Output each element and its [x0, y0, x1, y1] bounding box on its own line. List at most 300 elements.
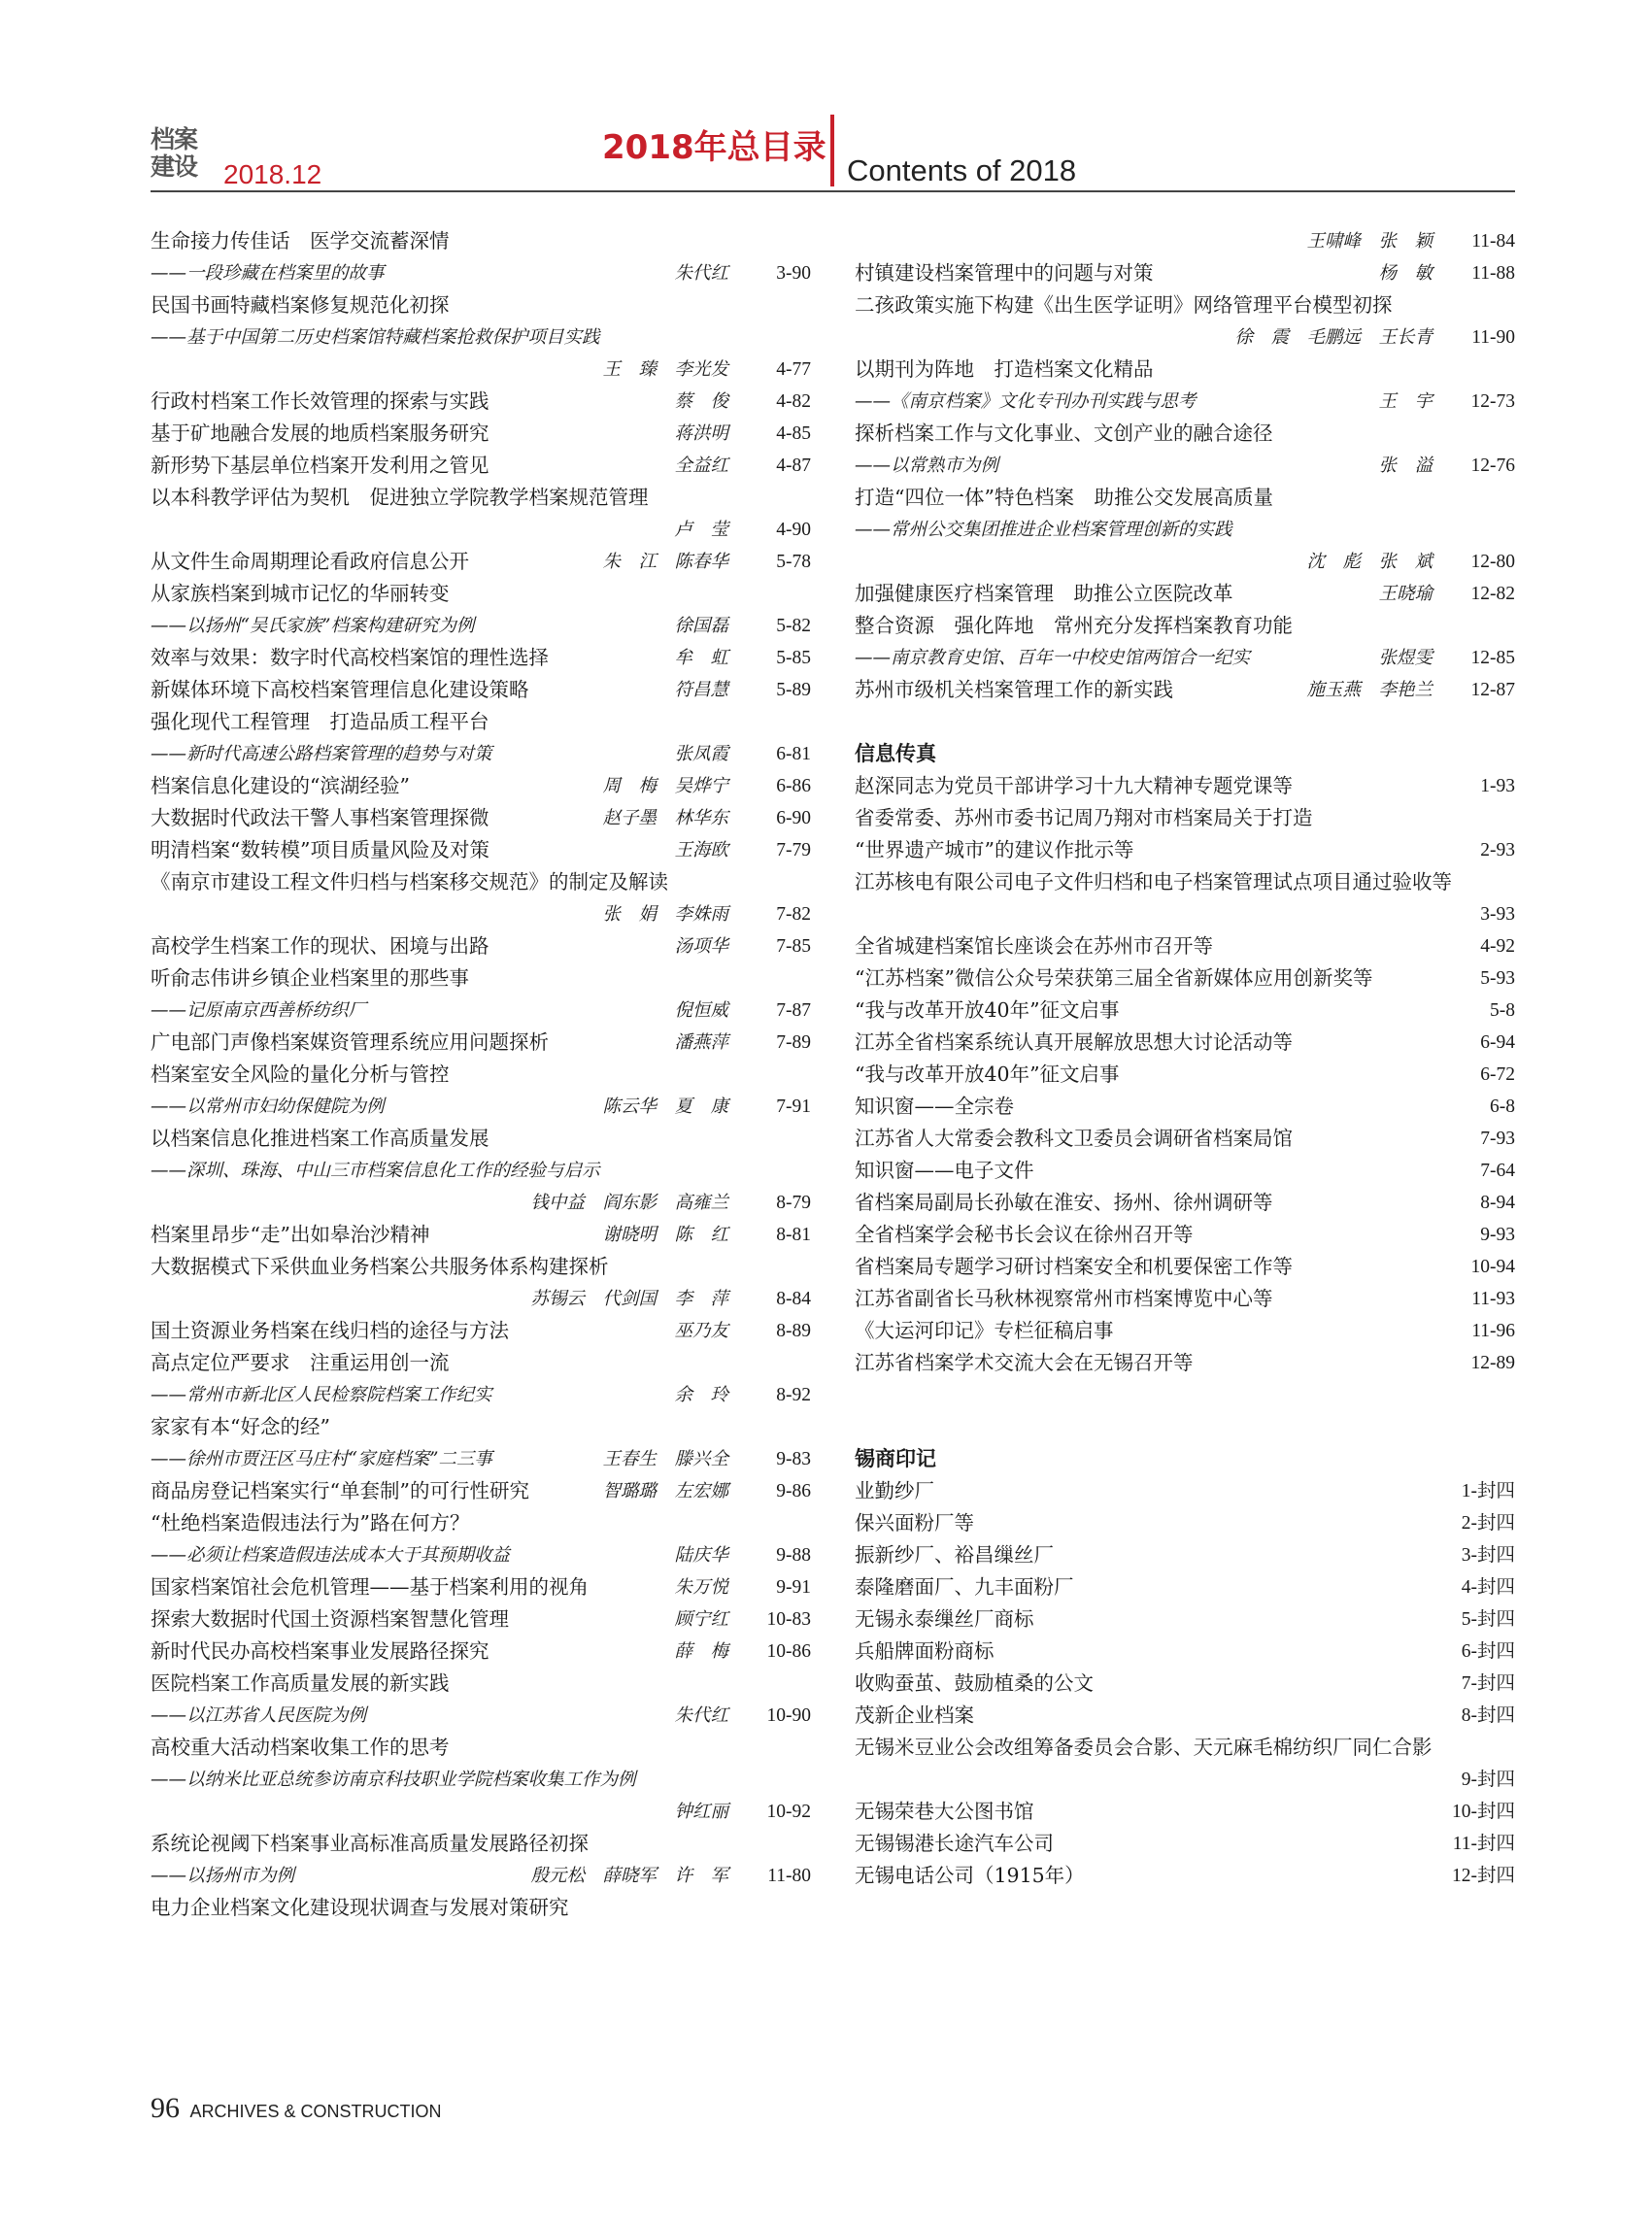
entry-page: 3-90 [776, 263, 811, 284]
toc-entry [151, 898, 811, 930]
entry-page: 10-83 [766, 1609, 811, 1630]
toc-entry [855, 1764, 1515, 1796]
entry-title: 以本科教学评估为契机 促进独立学院教学档案规范管理 [151, 486, 649, 509]
entry-author: 卢 莹 [674, 520, 728, 540]
toc-entry [151, 1315, 811, 1347]
toc-entry [151, 1379, 811, 1411]
right-column [855, 225, 1515, 1892]
toc-entry [151, 1668, 811, 1700]
entry-title: 高校学生档案工作的现状、困境与出路 [151, 934, 489, 958]
entry-title: 探析档案工作与文化事业、文创产业的融合途径 [855, 422, 1273, 445]
toc-entry [151, 1475, 811, 1507]
entry-subtitle: ——以常熟市为例 [855, 455, 999, 476]
entry-page: 3-93 [1480, 904, 1515, 925]
entry-page: 11-96 [1471, 1321, 1515, 1341]
toc-entry [855, 354, 1515, 386]
entry-title: 全省城建档案馆长座谈会在苏州市召开等 [855, 934, 1213, 958]
toc-entry [151, 674, 811, 706]
toc-entry [151, 1892, 811, 1924]
toc-entry [151, 546, 811, 578]
entry-author: 王 臻 李光发 [602, 359, 728, 380]
entry-title: 全省档案学会秘书长会议在徐州召开等 [855, 1223, 1194, 1246]
entry-page: 7-85 [776, 936, 811, 957]
entry-title: 国土资源业务档案在线归档的途径与方法 [151, 1319, 509, 1342]
entry-page: 11-90 [1471, 327, 1515, 348]
toc-entry [855, 289, 1515, 321]
toc-entry [151, 930, 811, 962]
entry-subtitle: ——徐州市贾汪区马庄村“家庭档案”二三事 [151, 1449, 492, 1469]
entry-page: 7-87 [776, 1000, 811, 1021]
entry-author: 殷元松 薛晓军 许 军 [530, 1866, 728, 1886]
toc-entry [855, 225, 1515, 257]
section-heading: 信息传真 [855, 742, 936, 765]
toc-entry [855, 1283, 1515, 1315]
entry-page: 9-93 [1480, 1225, 1515, 1245]
toc-entry [151, 802, 811, 834]
entry-title: 大数据时代政法干警人事档案管理探微 [151, 806, 489, 829]
toc-entry [855, 450, 1515, 482]
entry-author: 王海欧 [674, 840, 728, 860]
entry-subtitle: ——以常州市妇幼保健院为例 [151, 1096, 385, 1117]
toc-entry [151, 1187, 811, 1219]
entry-title: 省档案局副局长孙敏在淮安、扬州、徐州调研等 [855, 1191, 1273, 1214]
toc-entry [151, 1539, 811, 1571]
entry-page: 12-85 [1470, 648, 1515, 668]
publication-name: ARCHIVES & CONSTRUCTION [189, 2102, 442, 2121]
entry-subtitle: ——常州市新北区人民检察院档案工作纪实 [151, 1385, 492, 1405]
toc-entry [151, 354, 811, 386]
journal-logo [151, 126, 207, 181]
entry-title: 无锡米豆业公会改组筹备委员会合影、天元麻毛棉纺织厂同仁合影 [855, 1736, 1433, 1759]
entry-page: 8-79 [776, 1193, 811, 1213]
toc-entry [151, 578, 811, 610]
entry-author: 杨 敏 [1378, 263, 1433, 284]
entry-subtitle: ——以扬州市为例 [151, 1866, 295, 1886]
toc-entry [151, 1636, 811, 1668]
entry-page: 8-92 [776, 1385, 811, 1405]
entry-page: 9-86 [776, 1481, 811, 1501]
entry-page: 5-89 [776, 680, 811, 700]
entry-page: 11-封四 [1452, 1834, 1515, 1854]
entry-title: 新形势下基层单位档案开发利用之管见 [151, 454, 489, 477]
toc-entry [855, 770, 1515, 802]
entry-title: 苏州市级机关档案管理工作的新实践 [855, 678, 1173, 701]
toc-entry [855, 1123, 1515, 1155]
section-heading: 锡商印记 [855, 1447, 936, 1470]
issue-label: 2018.12 [223, 159, 322, 189]
toc-entry [855, 1059, 1515, 1091]
page-number: 96 [151, 2092, 180, 2124]
entry-author: 陈云华 夏 康 [602, 1096, 728, 1117]
toc-entry [855, 1700, 1515, 1732]
entry-page: 10-封四 [1452, 1802, 1515, 1822]
toc-entry [855, 578, 1515, 610]
toc-entry [855, 514, 1515, 546]
toc-entry [151, 1700, 811, 1732]
entry-author: 巫乃友 [674, 1321, 728, 1341]
entry-page: 9-83 [776, 1449, 811, 1469]
entry-title: 省档案局专题学习研讨档案安全和机要保密工作等 [855, 1255, 1293, 1278]
entry-page: 7-82 [776, 904, 811, 925]
toc-entry [855, 1860, 1515, 1892]
entry-page: 8-89 [776, 1321, 811, 1341]
entry-title: 业勤纱厂 [855, 1479, 934, 1502]
entry-page: 8-94 [1480, 1193, 1515, 1213]
toc-entry [855, 610, 1515, 642]
entry-author: 沈 彪 张 斌 [1306, 552, 1433, 572]
entry-title: 振新纱厂、裕昌缫丝厂 [855, 1543, 1054, 1567]
entry-page: 5-82 [776, 616, 811, 636]
entry-title: “世界遗产城市”的建议作批示等 [855, 838, 1134, 861]
entry-title: 系统论视阈下档案事业高标准高质量发展路径初探 [151, 1832, 589, 1855]
toc-entry [151, 834, 811, 866]
page-footer [151, 2092, 441, 2125]
entry-page: 10-94 [1470, 1257, 1515, 1277]
entry-title: 省委常委、苏州市委书记周乃翔对市档案局关于打造 [855, 806, 1313, 829]
toc-entry [151, 1860, 811, 1892]
entry-author: 钱中益 阎东影 高雍兰 [530, 1193, 728, 1213]
entry-page: 6-8 [1490, 1096, 1515, 1117]
toc-entry [151, 738, 811, 770]
entry-title: 生命接力传佳话 医学交流蓄深情 [151, 229, 450, 253]
entry-title: 探索大数据时代国土资源档案智慧化管理 [151, 1607, 509, 1631]
entry-page: 1-封四 [1461, 1481, 1515, 1501]
entry-page: 6-81 [776, 744, 811, 764]
toc-entry [855, 1155, 1515, 1187]
entry-page: 4-82 [776, 391, 811, 412]
entry-page: 6-封四 [1461, 1641, 1515, 1662]
entry-title: 无锡永泰缫丝厂商标 [855, 1607, 1034, 1631]
entry-author: 牟 虹 [674, 648, 728, 668]
entry-page: 5-85 [776, 648, 811, 668]
entry-page: 5-93 [1480, 968, 1515, 989]
entry-subtitle: ——以扬州“吴氏家族”档案构建研究为例 [151, 616, 475, 636]
entry-author: 朱万悦 [674, 1577, 728, 1598]
toc-entry [855, 1091, 1515, 1123]
entry-page: 10-90 [766, 1705, 811, 1726]
logo-line-1: 档案 [151, 125, 198, 153]
entry-page: 12-73 [1470, 391, 1515, 412]
entry-title: 江苏省人大常委会教科文卫委员会调研省档案局馆 [855, 1127, 1293, 1150]
toc-entry [151, 866, 811, 898]
toc-entry [855, 1475, 1515, 1507]
entry-title: 《南京市建设工程文件归档与档案移交规范》的制定及解读 [151, 870, 668, 894]
entry-title: 新媒体环境下高校档案管理信息化建设策略 [151, 678, 529, 701]
toc-entry [855, 1668, 1515, 1700]
toc-entry [151, 1603, 811, 1636]
entry-author: 全益红 [674, 455, 728, 476]
entry-title: 保兴面粉厂等 [855, 1511, 974, 1535]
entry-author: 张 娟 李姝雨 [602, 904, 728, 925]
toc-entry [151, 1347, 811, 1379]
entry-title: 医院档案工作高质量发展的新实践 [151, 1671, 450, 1695]
toc-entry [151, 995, 811, 1027]
entry-title: 基于矿地融合发展的地质档案服务研究 [151, 422, 489, 445]
entry-title: 江苏全省档案系统认真开展解放思想大讨论活动等 [855, 1030, 1293, 1054]
toc-entry [855, 930, 1515, 962]
entry-author: 薛 梅 [674, 1641, 728, 1662]
toc-entry [151, 289, 811, 321]
entry-page: 7-89 [776, 1032, 811, 1053]
entry-title: 从家族档案到城市记忆的华丽转变 [151, 582, 450, 605]
entry-subtitle: ——必须让档案造假违法成本大于其预期收益 [151, 1545, 511, 1566]
entry-title: 高校重大活动档案收集工作的思考 [151, 1736, 450, 1759]
entry-title: 整合资源 强化阵地 常州充分发挥档案教育功能 [855, 614, 1293, 637]
entry-page: 2-封四 [1461, 1513, 1515, 1534]
toc-entry [855, 321, 1515, 354]
toc-entry [855, 674, 1515, 706]
toc-entry [855, 898, 1515, 930]
entry-author: 徐 震 毛鹏远 王长青 [1234, 327, 1433, 348]
entry-subtitle: ——南京教育史馆、百年一中校史馆两馆合一纪实 [855, 648, 1251, 668]
entry-page: 11-84 [1471, 231, 1515, 252]
entry-title: “江苏档案”微信公众号荣获第三届全省新媒体应用创新奖等 [855, 966, 1373, 990]
entry-author: 施玉燕 李艳兰 [1306, 680, 1433, 700]
toc-entry [855, 1603, 1515, 1636]
toc-entry [151, 1796, 811, 1828]
entry-title: 无锡锡港长途汽车公司 [855, 1832, 1054, 1855]
entry-subtitle: ——以纳米比亚总统参访南京科技职业学院档案收集工作为例 [151, 1770, 636, 1790]
entry-page: 6-90 [776, 808, 811, 828]
entry-page: 1-93 [1480, 776, 1515, 796]
entry-page: 12-封四 [1452, 1866, 1515, 1886]
entry-author: 朱代红 [674, 263, 728, 284]
entry-page: 3-封四 [1461, 1545, 1515, 1566]
entry-title: 知识窗——全宗卷 [855, 1095, 1014, 1118]
entry-page: 4-92 [1480, 936, 1515, 957]
entry-title: 收购蚕茧、鼓励植桑的公文 [855, 1671, 1094, 1695]
entry-title: 档案里昂步“走”出如皋治沙精神 [151, 1223, 430, 1246]
toc-entry [855, 1636, 1515, 1668]
entry-author: 陆庆华 [674, 1545, 728, 1566]
entry-title: 高点定位严要求 注重运用创一流 [151, 1351, 450, 1374]
page-title: 2018年总目录 [602, 128, 826, 167]
entry-author: 张凤霞 [674, 744, 728, 764]
toc-entry [151, 257, 811, 289]
entry-title: 加强健康医疗档案管理 助推公立医院改革 [855, 582, 1233, 605]
entry-page: 12-82 [1470, 584, 1515, 604]
entry-page: 6-94 [1480, 1032, 1515, 1053]
toc-entry [151, 1443, 811, 1475]
entry-title: 强化现代工程管理 打造品质工程平台 [151, 710, 489, 733]
spacer [855, 706, 1515, 738]
entry-author: 符昌慧 [674, 680, 728, 700]
entry-subtitle: ——《南京档案》文化专刊办刊实践与思考 [855, 391, 1197, 412]
toc-entry [151, 1411, 811, 1443]
toc-entry [151, 386, 811, 418]
entry-subtitle: ——以江苏省人民医院为例 [151, 1705, 367, 1726]
entry-title: 无锡荣巷大公图书馆 [855, 1800, 1034, 1823]
entry-title: “我与改革开放40年”征文启事 [855, 998, 1120, 1022]
toc-entry [151, 1091, 811, 1123]
entry-author: 徐国磊 [674, 616, 728, 636]
entry-title: 新时代民办高校档案事业发展路径探究 [151, 1639, 489, 1663]
logo-line-2: 建设 [151, 152, 198, 181]
toc-entry [855, 834, 1515, 866]
entry-page: 7-91 [776, 1096, 811, 1117]
toc-entry [855, 257, 1515, 289]
toc-entry [151, 418, 811, 450]
spacer [855, 1379, 1515, 1411]
toc-entry [855, 866, 1515, 898]
toc-entry [855, 1315, 1515, 1347]
entry-author: 赵子墨 林华东 [602, 808, 728, 828]
entry-subtitle: ——常州公交集团推进企业档案管理创新的实践 [855, 520, 1232, 540]
entry-page: 4-87 [776, 455, 811, 476]
toc-entry [855, 386, 1515, 418]
entry-title: 商品房登记档案实行“单套制”的可行性研究 [151, 1479, 529, 1502]
entry-page: 5-78 [776, 552, 811, 572]
entry-page: 7-79 [776, 840, 811, 860]
entry-page: 5-8 [1490, 1000, 1515, 1021]
entry-title: 二孩政策实施下构建《出生医学证明》网络管理平台模型初探 [855, 293, 1393, 317]
entry-page: 11-93 [1471, 1289, 1515, 1309]
entry-author: 汤项华 [674, 936, 728, 957]
entry-title: 以期刊为阵地 打造档案文化精品 [855, 357, 1154, 381]
toc-entry [151, 1251, 811, 1283]
entry-title: 电力企业档案文化建设现状调查与发展对策研究 [151, 1896, 569, 1919]
entry-page: 12-80 [1470, 552, 1515, 572]
toc-entry [151, 770, 811, 802]
toc-entry [151, 225, 811, 257]
entry-title: 泰隆磨面厂、九丰面粉厂 [855, 1575, 1074, 1599]
entry-author: 朱 江 陈春华 [602, 552, 728, 572]
toc-entry [151, 1155, 811, 1187]
toc-entry [855, 1796, 1515, 1828]
toc-entry [151, 1828, 811, 1860]
toc-entry [855, 1507, 1515, 1539]
entry-page: 12-76 [1470, 455, 1515, 476]
entry-title: 从文件生命周期理论看政府信息公开 [151, 550, 469, 573]
entry-title: 打造“四位一体”特色档案 助推公交发展高质量 [855, 486, 1273, 509]
toc-entry [855, 1219, 1515, 1251]
entry-title: 效率与效果：数字时代高校档案馆的理性选择 [151, 646, 549, 669]
entry-page: 12-89 [1470, 1353, 1515, 1373]
entry-page: 6-86 [776, 776, 811, 796]
entry-title: 江苏省副省长马秋林视察常州市档案博览中心等 [855, 1287, 1273, 1310]
entry-page: 10-92 [766, 1802, 811, 1822]
toc-entry [855, 642, 1515, 674]
entry-page: 8-81 [776, 1225, 811, 1245]
toc-entry [855, 962, 1515, 995]
entry-subtitle: ——一段珍藏在档案里的故事 [151, 263, 385, 284]
entry-author: 谢晓明 陈 红 [602, 1225, 728, 1245]
entry-author: 蒋洪明 [674, 423, 728, 444]
entry-page: 4-77 [776, 359, 811, 380]
toc-entry [151, 1027, 811, 1059]
entry-title: 兵船牌面粉商标 [855, 1639, 995, 1663]
entry-title: 大数据模式下采供血业务档案公共服务体系构建探析 [151, 1255, 609, 1278]
toc-entry [151, 482, 811, 514]
toc-entry [151, 450, 811, 482]
toc-entry [855, 482, 1515, 514]
entry-title: 民国书画特藏档案修复规范化初探 [151, 293, 450, 317]
page-header [151, 115, 1515, 192]
toc-entry [151, 610, 811, 642]
entry-author: 张煜雯 [1378, 648, 1433, 668]
header-rule [151, 190, 1515, 192]
entry-title: 档案室安全风险的量化分析与管控 [151, 1062, 450, 1086]
toc-entry [855, 1251, 1515, 1283]
toc-entry [151, 706, 811, 738]
toc-entry [151, 962, 811, 995]
entry-page: 5-封四 [1461, 1609, 1515, 1630]
toc-entry [855, 995, 1515, 1027]
toc-entry [855, 418, 1515, 450]
spacer [855, 1411, 1515, 1443]
entry-title: 以档案信息化推进档案工作高质量发展 [151, 1127, 489, 1150]
entry-author: 蔡 俊 [674, 391, 728, 412]
toc-entry [855, 1571, 1515, 1603]
entry-title: 知识窗——电子文件 [855, 1159, 1034, 1182]
entry-page: 4-90 [776, 520, 811, 540]
entry-title: 行政村档案工作长效管理的探索与实践 [151, 389, 489, 413]
entry-author: 王 宇 [1378, 391, 1433, 412]
entry-author: 朱代红 [674, 1705, 728, 1726]
entry-page: 11-80 [767, 1866, 811, 1886]
toc-entry [151, 514, 811, 546]
entry-page: 4-封四 [1461, 1577, 1515, 1598]
toc-entry [855, 1187, 1515, 1219]
header-divider [830, 115, 834, 186]
entry-page: 7-64 [1480, 1161, 1515, 1181]
entry-page: 11-88 [1471, 263, 1515, 284]
entry-page: 2-93 [1480, 840, 1515, 860]
entry-author: 王春生 滕兴全 [602, 1449, 728, 1469]
toc-entry [151, 1283, 811, 1315]
toc-entry [855, 1027, 1515, 1059]
entry-author: 智璐璐 左宏娜 [602, 1481, 728, 1501]
entry-author: 倪恒威 [674, 1000, 728, 1021]
entry-title: 江苏省档案学术交流大会在无锡召开等 [855, 1351, 1194, 1374]
entry-page: 7-封四 [1461, 1673, 1515, 1694]
entry-title: 江苏核电有限公司电子文件归档和电子档案管理试点项目通过验收等 [855, 870, 1452, 894]
entry-title: 广电部门声像档案媒资管理系统应用问题探析 [151, 1030, 549, 1054]
entry-subtitle: ——基于中国第二历史档案馆特藏档案抢救保护项目实践 [151, 327, 600, 348]
toc-entry [151, 1059, 811, 1091]
entry-title: 家家有本“好念的经” [151, 1415, 330, 1438]
entry-title: 明清档案“数转模”项目质量风险及对策 [151, 838, 489, 861]
toc-entry [855, 1732, 1515, 1764]
toc-entry [855, 1539, 1515, 1571]
left-column [151, 225, 811, 1924]
entry-page: 6-72 [1480, 1064, 1515, 1085]
entry-title: 听俞志伟讲乡镇企业档案里的那些事 [151, 966, 469, 990]
toc-entry [151, 1123, 811, 1155]
toc-entry [151, 1571, 811, 1603]
entry-title: 无锡电话公司（1915年） [855, 1864, 1085, 1887]
entry-subtitle: ——新时代高速公路档案管理的趋势与对策 [151, 744, 492, 764]
entry-author: 王晓瑜 [1378, 584, 1433, 604]
entry-subtitle: ——深圳、珠海、中山三市档案信息化工作的经验与启示 [151, 1161, 600, 1181]
entry-title: 茂新企业档案 [855, 1703, 974, 1727]
entry-author: 潘燕萍 [674, 1032, 728, 1053]
entry-title: 档案信息化建设的“滨湖经验” [151, 774, 410, 797]
entry-page: 9-封四 [1461, 1770, 1515, 1790]
toc-entry [855, 546, 1515, 578]
entry-page: 9-91 [776, 1577, 811, 1598]
entry-page: 8-封四 [1461, 1705, 1515, 1726]
toc-entry [855, 1828, 1515, 1860]
entry-page: 12-87 [1470, 680, 1515, 700]
entry-title: 村镇建设档案管理中的问题与对策 [855, 261, 1154, 285]
entry-page: 10-86 [766, 1641, 811, 1662]
entry-author: 王啸峰 张 颖 [1306, 231, 1433, 252]
toc-entry [855, 1347, 1515, 1379]
toc-entry [855, 802, 1515, 834]
entry-title: “杜绝档案造假违法行为”路在何方？ [151, 1511, 470, 1535]
entry-subtitle: ——记原南京西善桥纺织厂 [151, 1000, 367, 1021]
